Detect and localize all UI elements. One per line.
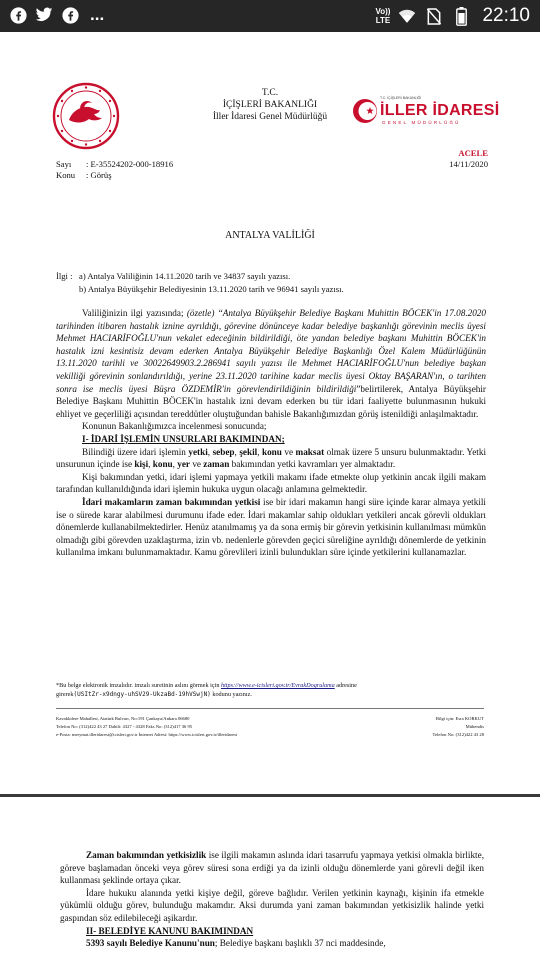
twitter-icon [34,5,54,25]
volte-indicator [375,7,390,25]
body-p4: Kişi bakımından yetki, idari işlemi yapmaya yetkili makamı ifade etmekte olup yetkinin ancak ilgili makam tarafından kullanıldığında idari işlemin hukuka uygun olacağı anlamına gelmektedir. [56,471,486,495]
term-konu: konu [152,459,173,470]
body-p3 [56,446,486,471]
footer-contact-phone: Telefon No: (312)422 43 28 [432,732,484,737]
ilgi-label: İlgi : [56,271,73,281]
term-kisi: kişi [134,459,149,470]
verification-code: (USItZr-x9dngy-uhSV29-UkzaBd-19hVSwjN) [73,691,211,698]
ilgi-a: a) Antalya Valiliğinin 14.11.2020 tarih ve 34837 sayılı yazısı. [79,271,291,281]
crescent-logo-icon [352,96,378,126]
body-p2: Konunun Bakanlığımızca incelenmesi sonucunda; [82,421,267,432]
facebook-icon [8,5,28,25]
sayi-label: Sayı [56,159,72,169]
p3-sep: , [172,459,178,470]
page2-p3-bold: 5393 sayılı Belediye Kanunu'nun [86,938,215,949]
facebook-icon [60,5,80,25]
recipient: ANTALYA VALİLİĞİ [225,230,315,241]
logo-subtitle: GENEL MÜDÜRLÜĞÜ [382,120,461,125]
term-maksat: maksat [295,446,325,457]
p3-sep: ve [281,446,296,457]
footer-divider [56,708,484,709]
term-yetki: yetki [188,446,208,457]
page2-p1-rest: ise ilgili makamın aslında idari tasarrufu yapmaya yetkisi olmakla birlikte, göreve başlamadan önceki veya görev süresi sona erdiği ya da izinli olduğu dönemlerde yani görevli değil iken kullanması şeklinde ortaya çıkar. [60,850,484,886]
p3-text: Bilindiği üzere idari işlemin [82,446,189,457]
document-page-1 [0,32,540,794]
wifi-icon [397,6,417,26]
footer-phone: Telefon No: (312)422 43 27 Dahili: 4327 - 4328 Faks No: (312)417 36 95 [56,724,193,729]
footer-contact-name: Bilgi için: Esra KORKUT [435,716,484,721]
section-heading-2-text: II- BELEDİYE KANUNU BAKIMINDAN [86,925,254,936]
p3-text: bakımından yetki kavramları yer almaktadır. [229,459,396,470]
esign-text: adresine [334,682,357,689]
no-sim-icon [424,6,444,26]
footer-contact-title: Mühendis [465,724,484,729]
status-bar [0,0,540,32]
section-heading-1 [56,433,486,446]
konu-label: Konu [56,170,76,180]
footer-address: Kavaklıdere Mahallesi, Atatürk Bulvarı, No:191 Çankaya/Ankara 06680 [56,716,190,721]
esign-text: *Bu belge elektronik imzalıdır. imzalı suretinin aslını görmek için [56,682,221,689]
body-p1-intro: Valiliğinizin ilgi yazısında; [82,308,187,318]
page2-p2: İdare hukuku alanında yetki kişiye değil, göreve bağlıdır. Verilen yetkinin kaynağı, kişinin ifa etmekle yükümlü olduğu görev, bulunduğu makamdır. Aksi durumda yani zaman bakımından yetkisizlik halinde yetki gaspından söz edilebileceği aşikardır. [60,887,484,923]
ilgi-b: b) Antalya Büyükşehir Belediyesinin 13.11.2020 tarih ve 96941 sayılı yazısı. [79,284,344,294]
section-heading-2 [60,925,484,938]
esign-text: girerek [56,691,74,698]
verification-link[interactable]: https://www.e-icisleri.gov.tr/EvrakDogrulama [220,682,335,689]
p3-sep: , [234,446,240,457]
body-p5 [56,496,486,559]
term-yer: yer [177,459,191,470]
document-page-2 [0,797,540,960]
volte-label: Vo)) [375,7,391,16]
header-directorate: İller İdaresi Genel Müdürlüğü [212,112,328,122]
term-zaman: zaman [203,459,230,470]
p3-sep: , [207,446,213,457]
esign-text: kodunu yazınız. [210,691,252,698]
header-ministry: İÇİŞLERİ BAKANLIĞI [222,100,318,110]
footer-email: e-Posta: merymat.illeridaresi@icisleri.gov.tr İnternet Adresi: https://www.icisleri.gov.tr/illeridaresi [56,732,238,737]
p3-sep: , [148,459,153,470]
document-date: 14/11/2020 [449,159,488,169]
body-p5-bold: İdari makamların zaman bakımından yetkisi [82,496,261,507]
body-p5-rest: ise bir idari makamın hangi süre içinde karar almaya yetkili ise o sürede karar alabilmesi durumunu ifade eder. İdari makamlar sahip oldukları yetkileri ancak görevli oldukları dönemlerde kullanabilmektedirler. Henüz atanılmamış ya da sona ermiş bir görevin yetkisinin kullanılması mümkün olmadığı gibi görevden uzaklaştırma, izin vb. nedenlerle görevden geçici süreliğine ayrıldığı dönemlerde de yetkinin kullanılma imkanı bulunmamaktadır. Kamu görevlileri izinli bulundukları süre içinde yetkilerini kullanamazlar. [56,496,486,558]
sayi-value: : E-35524202-000-18916 [86,159,174,169]
term-sekil: şekil [239,446,258,457]
iller-idaresi-logo [352,96,500,126]
p3-text: olmak üzere 5 unsuru bulunmaktadır. Yetki unsurunun içinde ise [56,446,487,470]
esign-line-2 [56,691,252,699]
konu-value: : Görüş [86,170,112,180]
more-notifications-indicator: ... [90,5,105,24]
page2-body [60,849,484,950]
logo-ministry-caption: T.C. İÇİŞLERİ BAKANLIĞI [380,96,422,100]
header-tc: T.C. [261,88,279,98]
p3-sep: ve [190,459,204,470]
body-p1-end: ”belirtilerek, Antalya Büyükşehir Belediye Başkanı Muhittin BÖCEK'in hastalık izni devam ederken bu tür idari faaliyette bulunmasının hukuki ehliyet ve geçerliliği açısından tereddütler oluştuğundan bahisle Bakanlığımızdan görüş istenildiği anlaşılmaktadır. [56,383,486,419]
urgency-label: ACELE [458,148,488,158]
term-konu: konu [261,446,282,457]
lte-label: LTE [375,16,391,25]
body-text [56,307,486,559]
section-heading-1-text: I- İDARİ İŞLEMİN UNSURLARI BAKIMINDAN; [82,433,285,444]
page2-p1-bold: Zaman bakımından yetkisizlik [86,850,207,860]
clock: 22:10 [482,5,530,26]
page2-p3-rest: ; Belediye başkanı başlıklı 37 nci maddesinde, [214,938,386,949]
p3-sep: , [257,446,262,457]
term-sebep: sebep [212,446,235,457]
battery-icon [451,6,471,26]
esign-line-1 [56,682,357,690]
body-p1-quote: (özetle) “Antalya Büyükşehir Belediye Başkanı Muhittin BÖCEK'in 17.08.2020 tarihinden itibaren hastalık iznine ayrıldığı, görevine dönünceye kadar belediye başkanlığı görevinin meclis üyesi Mehmet HACIARİFOĞLU'nun vekalet edeceğinin bildirildiği, öte yandan belediye başkanı Muhittin BÖCEK'in hastalık izni kesintisiz devam ederken Antalya Büyükşehir Belediye Başkanlığı Özel Kalem Müdürlüğünün 13.11.2020 tarihli ve 30022649903.2.286941 sayılı yazısı ile Mehmet HACIARİFOĞLU'nun belediye başkan vekilliği görevinin sonlandırıldığı, yerine 23.11.2020 tarihine kadar meclis üyesi Oktay BAŞARAN'ın, o tarihten sonra ise meclis üyesi Büşra ÖZDEMİR'in görevlendirildiğinin bildirildiği [56,308,486,394]
logo-title: İLLER İDARESİ [380,102,500,119]
